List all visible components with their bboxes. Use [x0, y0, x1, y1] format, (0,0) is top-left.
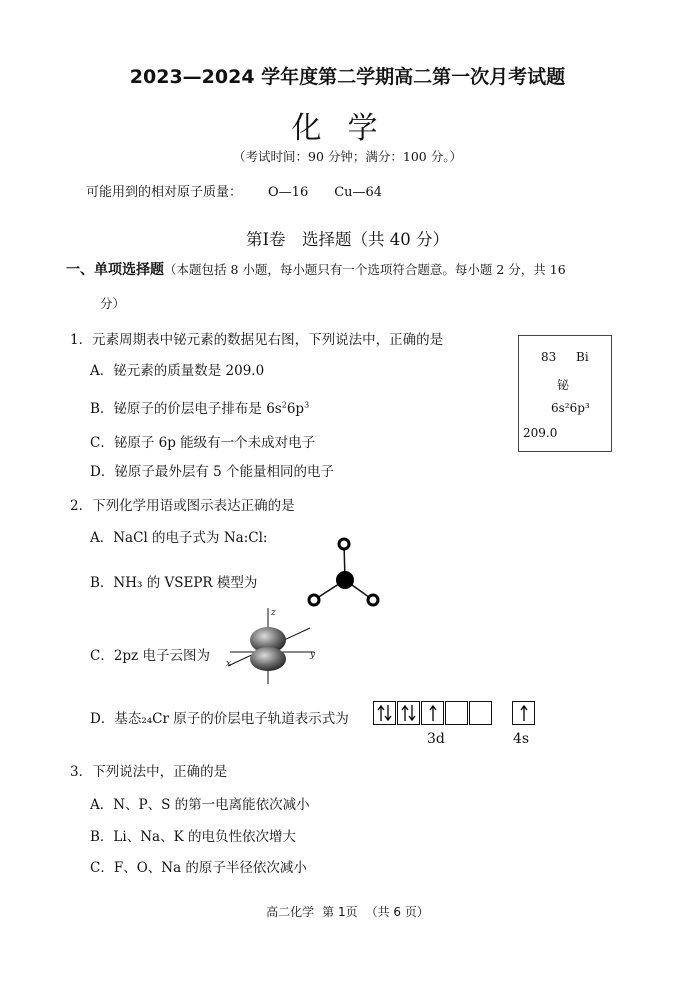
orbital-3d-box-3 [421, 701, 444, 725]
element-symbol: Bi [576, 350, 589, 364]
vsepr-model-diagram [300, 532, 390, 612]
q2-stem: 2．下列化学用语或图示表达正确的是 [70, 498, 295, 514]
footer-page: 第 1页 [322, 905, 358, 919]
section-note: （本题包括 8 小题，每小题只有一个选项符合题意。每小题 2 分，共 16 [164, 262, 566, 277]
atomic-masses [86, 181, 408, 200]
q3-stem: 3．下列说法中，正确的是 [70, 764, 228, 780]
volume-heading: 第Ⅰ卷 选择题（共 40 分） [245, 230, 449, 249]
orbital-3d-box-1 [373, 701, 396, 725]
exam-title: 2023—2024 学年度第二学期高二第一次月考试题 [129, 66, 566, 88]
atomic-number: 83 [541, 350, 557, 364]
q2-option-b: B．NH₃ 的 VSEPR 模型为 [90, 575, 258, 591]
q2-option-d: D．基态₂₄Cr 原子的价层电子轨道表示式为 [90, 711, 349, 727]
footer-subject: 高二化学 [266, 905, 315, 919]
section-heading [66, 259, 566, 279]
orbital-3d-box-4 [445, 701, 468, 725]
y-axis-label: y [310, 650, 316, 660]
q2-option-a: A．NaCl 的电子式为 Na:Cl: [90, 530, 268, 546]
subject-title: 化学 [291, 111, 404, 146]
q2-option-c: C．2pz 电子云图为 [90, 648, 210, 664]
x-axis-label: x [226, 659, 232, 669]
page-footer [0, 903, 695, 920]
2pz-orbital-diagram [222, 604, 322, 688]
orbital-4s-box [512, 701, 535, 725]
mass-oxygen: O—16 [268, 185, 309, 200]
mass-copper: Cu—64 [334, 185, 383, 200]
element-name: 铋 [557, 378, 570, 392]
q1-option-b-text: B．铋原子的价层电子排布是 [90, 401, 267, 417]
q1-option-c: C．铋原子 6p 能级有一个未成对电子 [90, 435, 316, 451]
q1-option-d: D．铋原子最外层有 5 个能量相同的电子 [90, 464, 334, 480]
atomic-mass: 209.0 [523, 426, 558, 440]
label-4s: 4s [513, 731, 530, 747]
label-3d: 3d [427, 731, 445, 747]
orbital-3d-box-5 [469, 701, 492, 725]
q1-stem: 1．元素周期表中铋元素的数据见右图，下列说法中，正确的是 [70, 332, 444, 348]
q1-option-a: A．铋元素的质量数是 209.0 [90, 363, 265, 379]
orbital-3d-box-2 [397, 701, 420, 725]
z-axis-label: z [271, 608, 276, 618]
q1-option-b: B．铋原子的价层电子排布是 $6s^26p^3$ [90, 400, 310, 417]
q3-option-b: B．Li、Na、K 的电负性依次增大 [90, 829, 296, 845]
footer-total: （共 6 页） [365, 905, 429, 919]
electron-config: 6s²6p³ [551, 401, 590, 415]
q3-option-a: A．N、P、S 的第一电离能依次减小 [90, 797, 310, 813]
section-note-cont: 分） [100, 296, 126, 311]
masses-label: 可能用到的相对原子质量： [86, 185, 243, 200]
bismuth-element-card [518, 335, 612, 452]
q3-option-c: C．F、O、Na 的原子半径依次减小 [90, 860, 307, 876]
exam-info: （考试时间：90 分钟；满分：100 分。） [233, 149, 462, 164]
section-title: 一、单项选择题 [66, 262, 164, 278]
